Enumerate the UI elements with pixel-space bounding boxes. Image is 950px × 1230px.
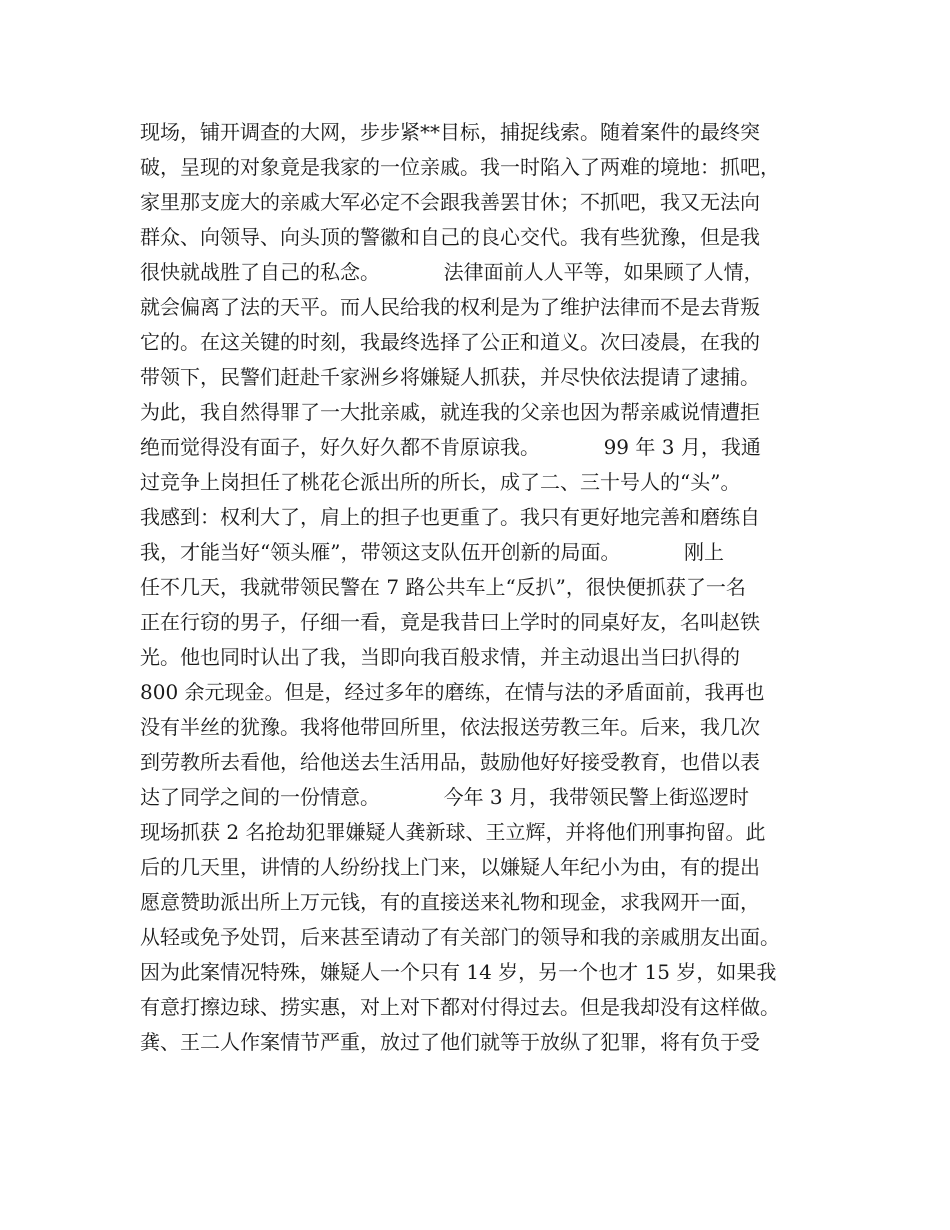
body-text <box>140 115 840 1060</box>
text-line: 就会偏离了法的天平。而人民给我的权利是为了维护法律而不是去背叛 <box>140 295 760 319</box>
text-line: 后的几天里，讲情的人纷纷找上门来，以嫌疑人年纪小为由，有的提出 <box>140 855 760 879</box>
text-line: 达了同学之间的一份情意。 今年 3 月，我带领民警上街巡逻时 <box>140 785 750 809</box>
text-line: 破，呈现的对象竟是我家的一位亲戚。我一时陷入了两难的境地：抓吧， <box>140 155 780 179</box>
text-line: 龚、王二人作案情节严重，放过了他们就等于放纵了犯罪，将有负于受 <box>140 1030 760 1054</box>
text-line: 群众、向领导、向头顶的警徽和自己的良心交代。我有些犹豫，但是我 <box>140 225 760 249</box>
text-line: 现场抓获 2 名抢劫犯罪嫌疑人龚新球、王立辉，并将他们刑事拘留。此 <box>140 820 766 844</box>
text-line: 现场，铺开调查的大网，步步紧**目标，捕捉线索。随着案件的最终突 <box>140 120 760 144</box>
text-line: 它的。在这关键的时刻，我最终选择了公正和道义。次曰凌晨，在我的 <box>140 330 760 354</box>
text-line: 过竞争上岗担任了桃花仑派出所的所长，成了二、三十号人的“头”。 <box>140 470 741 494</box>
text-line: 为此，我自然得罪了一大批亲戚，就连我的父亲也因为帮亲戚说情遭拒 <box>140 400 760 424</box>
text-line: 绝而觉得没有面子，好久好久都不肯原谅我。 99 年 3 月，我通 <box>140 435 761 459</box>
text-line: 很快就战胜了自己的私念。 法律面前人人平等，如果顾了人情， <box>140 260 764 284</box>
text-line: 到劳教所去看他，给他送去生活用品，鼓励他好好接受教育，也借以表 <box>140 750 760 774</box>
text-line: 带领下，民警们赶赴千家洲乡将嫌疑人抓获，并尽快依法提请了逮捕。 <box>140 365 760 389</box>
text-line: 没有半丝的犹豫。我将他带回所里，依法报送劳教三年。后来，我几次 <box>140 715 760 739</box>
text-line: 有意打擦边球、捞实惠，对上对下都对付得过去。但是我却没有这样做。 <box>140 995 780 1019</box>
text-line: 从轻或免予处罚，后来甚至请动了有关部门的领导和我的亲戚朋友出面。 <box>140 925 780 949</box>
text-line: 正在行窃的男子，仔细一看，竟是我昔曰上学时的同桌好友，名叫赵铁 <box>140 610 760 634</box>
text-line: 我，才能当好“领头雁”，带领这支队伍开创新的局面。 刚上 <box>140 540 725 564</box>
text-line: 因为此案情况特殊，嫌疑人一个只有 14 岁，另一个也才 15 岁，如果我 <box>140 960 777 984</box>
text-line: 家里那支庞大的亲戚大军必定不会跟我善罢甘休；不抓吧，我又无法向 <box>140 190 760 214</box>
text-line: 任不几天，我就带领民警在 7 路公共车上“反扒”，很快便抓获了一名 <box>140 575 746 599</box>
text-line: 愿意赞助派出所上万元钱，有的直接送来礼物和现金，求我网开一面， <box>140 890 760 914</box>
text-line: 我感到：权利大了，肩上的担子也更重了。我只有更好地完善和磨练自 <box>140 505 760 529</box>
text-line: 光。他也同时认出了我，当即向我百般求情，并主动退出当曰扒得的 <box>140 645 740 669</box>
text-line: 800 余元现金。但是，经过多年的磨练，在情与法的矛盾面前，我再也 <box>140 680 765 704</box>
